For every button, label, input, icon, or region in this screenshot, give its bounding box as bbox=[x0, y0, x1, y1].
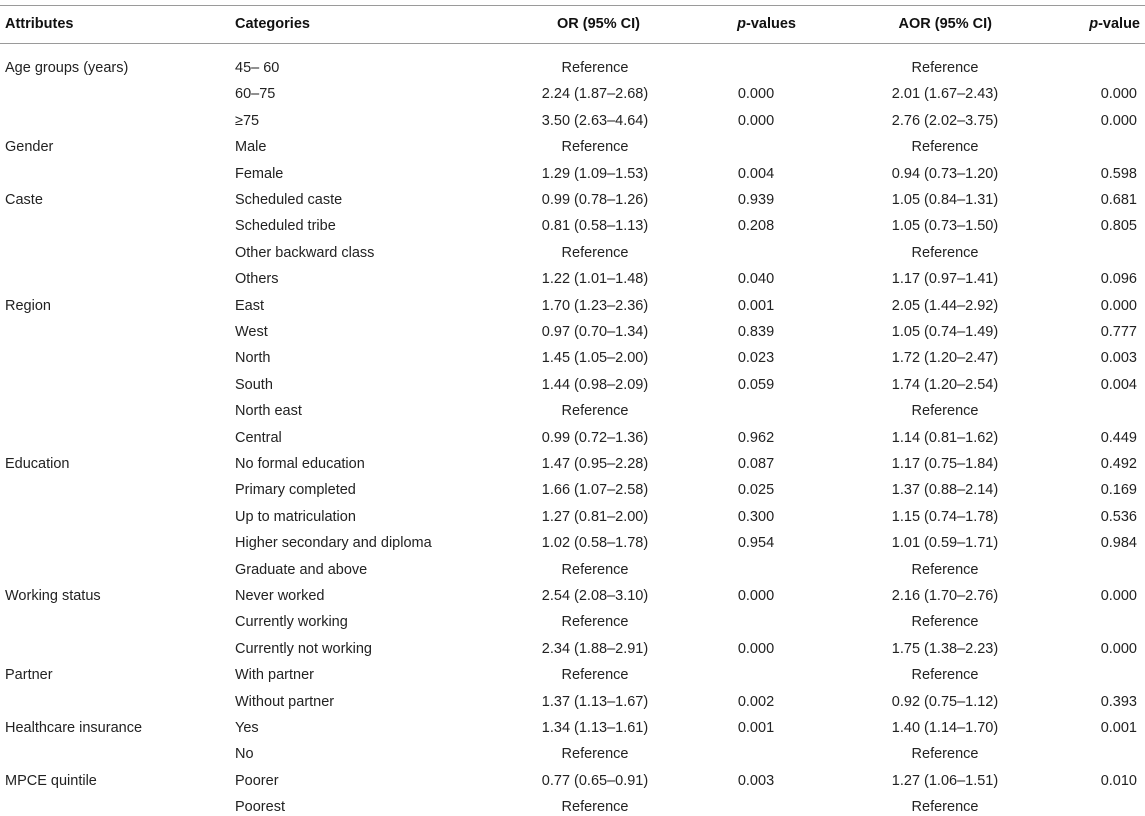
row-category: Poorer bbox=[235, 773, 279, 789]
row-or: 0.99 (0.72–1.36) bbox=[541, 430, 649, 446]
row-or: Reference bbox=[561, 614, 629, 630]
header-p-value bbox=[1040, 15, 1140, 33]
row-p-value-or: 0.000 bbox=[737, 641, 775, 657]
header-p-value-rest: -value bbox=[1098, 16, 1140, 32]
row-attribute: Healthcare insurance bbox=[5, 720, 143, 736]
row-aor: Reference bbox=[911, 139, 979, 155]
row-or: Reference bbox=[561, 60, 629, 76]
row-or: 0.97 (0.70–1.34) bbox=[541, 324, 649, 340]
row-p-value-aor: 0.536 bbox=[1100, 509, 1137, 525]
row-category: East bbox=[235, 298, 265, 314]
row-category: Female bbox=[235, 166, 284, 182]
row-category: With partner bbox=[235, 667, 314, 683]
row-p-value-aor: 0.681 bbox=[1100, 192, 1137, 208]
header-p-values-rest: -values bbox=[746, 16, 796, 32]
row-or: 2.54 (2.08–3.10) bbox=[541, 588, 649, 604]
header-aor: AOR (95% CI) bbox=[898, 16, 992, 32]
row-category: Primary completed bbox=[235, 482, 356, 498]
row-category: 45– 60 bbox=[235, 60, 280, 76]
row-p-value-or: 0.000 bbox=[737, 588, 775, 604]
row-p-value-aor: 0.000 bbox=[1100, 113, 1137, 129]
row-aor: 1.05 (0.84–1.31) bbox=[891, 192, 999, 208]
row-p-value-or: 0.300 bbox=[737, 509, 775, 525]
row-aor: Reference bbox=[911, 799, 979, 815]
row-p-value-aor: 0.003 bbox=[1100, 350, 1137, 366]
row-category: No formal education bbox=[235, 456, 365, 472]
row-or: 0.99 (0.78–1.26) bbox=[541, 192, 649, 208]
row-or: 1.22 (1.01–1.48) bbox=[541, 271, 649, 287]
header-attributes: Attributes bbox=[5, 16, 74, 32]
row-p-value-or: 0.000 bbox=[737, 86, 775, 102]
row-or: 1.47 (0.95–2.28) bbox=[541, 456, 649, 472]
row-p-value-aor: 0.393 bbox=[1100, 694, 1137, 710]
row-or: 1.27 (0.81–2.00) bbox=[541, 509, 649, 525]
row-p-value-or: 0.059 bbox=[737, 377, 775, 393]
row-aor: 1.14 (0.81–1.62) bbox=[891, 430, 999, 446]
row-category: Currently not working bbox=[235, 641, 372, 657]
row-category: Scheduled caste bbox=[235, 192, 343, 208]
table-top-rule bbox=[0, 5, 1145, 6]
row-category: Male bbox=[235, 139, 267, 155]
row-p-value-aor: 0.984 bbox=[1100, 535, 1137, 551]
row-attribute: Working status bbox=[5, 588, 101, 604]
row-p-value-or: 0.962 bbox=[737, 430, 775, 446]
row-aor: Reference bbox=[911, 60, 979, 76]
row-p-value-or: 0.040 bbox=[737, 271, 775, 287]
header-p-values-italic: p bbox=[737, 16, 747, 32]
row-or: 3.50 (2.63–4.64) bbox=[541, 113, 649, 129]
row-category: No bbox=[235, 746, 254, 762]
row-p-value-aor: 0.000 bbox=[1100, 86, 1137, 102]
row-p-value-or: 0.025 bbox=[737, 482, 775, 498]
row-aor: Reference bbox=[911, 746, 979, 762]
row-attribute: Caste bbox=[5, 192, 43, 208]
row-aor: Reference bbox=[911, 614, 979, 630]
row-aor: 1.72 (1.20–2.47) bbox=[891, 350, 999, 366]
row-p-value-aor: 0.169 bbox=[1100, 482, 1137, 498]
row-or: 1.34 (1.13–1.61) bbox=[541, 720, 649, 736]
row-aor: 1.40 (1.14–1.70) bbox=[891, 720, 999, 736]
row-or: 0.77 (0.65–0.91) bbox=[541, 773, 649, 789]
row-p-value-aor: 0.000 bbox=[1100, 641, 1137, 657]
row-p-value-aor: 0.096 bbox=[1100, 271, 1137, 287]
row-p-value-or: 0.023 bbox=[737, 350, 775, 366]
row-or: 1.66 (1.07–2.58) bbox=[541, 482, 649, 498]
row-or: Reference bbox=[561, 562, 629, 578]
row-p-value-or: 0.001 bbox=[737, 720, 775, 736]
row-or: 0.81 (0.58–1.13) bbox=[541, 218, 649, 234]
row-category: Never worked bbox=[235, 588, 325, 604]
row-p-value-or: 0.087 bbox=[737, 456, 775, 472]
row-p-value-aor: 0.000 bbox=[1100, 588, 1137, 604]
row-or: 1.37 (1.13–1.67) bbox=[541, 694, 649, 710]
row-aor: Reference bbox=[911, 245, 979, 261]
row-aor: 2.05 (1.44–2.92) bbox=[891, 298, 999, 314]
row-aor: 0.94 (0.73–1.20) bbox=[891, 166, 999, 182]
header-bottom-rule bbox=[0, 43, 1145, 44]
row-aor: 1.01 (0.59–1.71) bbox=[891, 535, 999, 551]
row-or: Reference bbox=[561, 667, 629, 683]
row-or: 1.44 (0.98–2.09) bbox=[541, 377, 649, 393]
row-p-value-aor: 0.598 bbox=[1100, 166, 1137, 182]
row-category: Yes bbox=[235, 720, 259, 736]
row-or: 1.45 (1.05–2.00) bbox=[541, 350, 649, 366]
row-aor: 1.27 (1.06–1.51) bbox=[891, 773, 999, 789]
row-category: Other backward class bbox=[235, 245, 375, 261]
row-p-value-aor: 0.000 bbox=[1100, 298, 1137, 314]
row-p-value-aor: 0.449 bbox=[1100, 430, 1137, 446]
row-p-value-aor: 0.777 bbox=[1100, 324, 1137, 340]
header-p-values bbox=[700, 15, 796, 33]
row-or: Reference bbox=[561, 799, 629, 815]
row-p-value-aor: 0.004 bbox=[1100, 377, 1137, 393]
row-attribute: Partner bbox=[5, 667, 53, 683]
row-or: Reference bbox=[561, 245, 629, 261]
row-category: Central bbox=[235, 430, 282, 446]
row-p-value-or: 0.004 bbox=[737, 166, 775, 182]
row-or: 1.02 (0.58–1.78) bbox=[541, 535, 649, 551]
row-category: ≥75 bbox=[235, 113, 260, 129]
row-aor: Reference bbox=[911, 562, 979, 578]
header-p-value-italic: p bbox=[1089, 16, 1099, 32]
header-or: OR (95% CI) bbox=[557, 16, 640, 32]
row-aor: 1.37 (0.88–2.14) bbox=[891, 482, 999, 498]
row-category: Higher secondary and diploma bbox=[235, 535, 432, 551]
row-or: Reference bbox=[561, 746, 629, 762]
row-aor: 1.17 (0.97–1.41) bbox=[891, 271, 999, 287]
row-p-value-aor: 0.001 bbox=[1100, 720, 1137, 736]
row-or: 1.70 (1.23–2.36) bbox=[541, 298, 649, 314]
row-category: Scheduled tribe bbox=[235, 218, 336, 234]
row-attribute: Region bbox=[5, 298, 51, 314]
row-category: Graduate and above bbox=[235, 562, 368, 578]
row-aor: Reference bbox=[911, 403, 979, 419]
row-aor: 0.92 (0.75–1.12) bbox=[891, 694, 999, 710]
row-attribute: MPCE quintile bbox=[5, 773, 97, 789]
row-or: 1.29 (1.09–1.53) bbox=[541, 166, 649, 182]
row-p-value-or: 0.839 bbox=[737, 324, 775, 340]
row-attribute: Age groups (years) bbox=[5, 60, 129, 76]
row-category: Others bbox=[235, 271, 279, 287]
header-categories: Categories bbox=[235, 16, 310, 32]
row-aor: 1.75 (1.38–2.23) bbox=[891, 641, 999, 657]
row-p-value-or: 0.002 bbox=[737, 694, 775, 710]
row-p-value-or: 0.939 bbox=[737, 192, 775, 208]
row-category: Without partner bbox=[235, 694, 335, 710]
row-aor: 1.15 (0.74–1.78) bbox=[891, 509, 999, 525]
row-p-value-or: 0.003 bbox=[737, 773, 775, 789]
row-p-value-aor: 0.492 bbox=[1100, 456, 1137, 472]
row-category: North east bbox=[235, 403, 302, 419]
row-or: Reference bbox=[561, 139, 629, 155]
row-category: South bbox=[235, 377, 273, 393]
row-p-value-or: 0.001 bbox=[737, 298, 775, 314]
row-p-value-aor: 0.805 bbox=[1100, 218, 1137, 234]
row-category: North bbox=[235, 350, 271, 366]
row-aor: 1.05 (0.73–1.50) bbox=[891, 218, 999, 234]
row-category: Up to matriculation bbox=[235, 509, 356, 525]
row-attribute: Gender bbox=[5, 139, 54, 155]
row-category: 60–75 bbox=[235, 86, 276, 102]
row-category: Currently working bbox=[235, 614, 348, 630]
row-or: 2.24 (1.87–2.68) bbox=[541, 86, 649, 102]
row-aor: Reference bbox=[911, 667, 979, 683]
row-aor: 1.17 (0.75–1.84) bbox=[891, 456, 999, 472]
row-p-value-aor: 0.010 bbox=[1100, 773, 1137, 789]
row-category: West bbox=[235, 324, 268, 340]
row-aor: 2.16 (1.70–2.76) bbox=[891, 588, 999, 604]
row-aor: 1.74 (1.20–2.54) bbox=[891, 377, 999, 393]
row-category: Poorest bbox=[235, 799, 285, 815]
row-or: Reference bbox=[561, 403, 629, 419]
row-attribute: Education bbox=[5, 456, 70, 472]
row-aor: 2.01 (1.67–2.43) bbox=[891, 86, 999, 102]
row-aor: 1.05 (0.74–1.49) bbox=[891, 324, 999, 340]
row-aor: 2.76 (2.02–3.75) bbox=[891, 113, 999, 129]
row-p-value-or: 0.208 bbox=[737, 218, 775, 234]
row-or: 2.34 (1.88–2.91) bbox=[541, 641, 649, 657]
row-p-value-or: 0.000 bbox=[737, 113, 775, 129]
row-p-value-or: 0.954 bbox=[737, 535, 775, 551]
